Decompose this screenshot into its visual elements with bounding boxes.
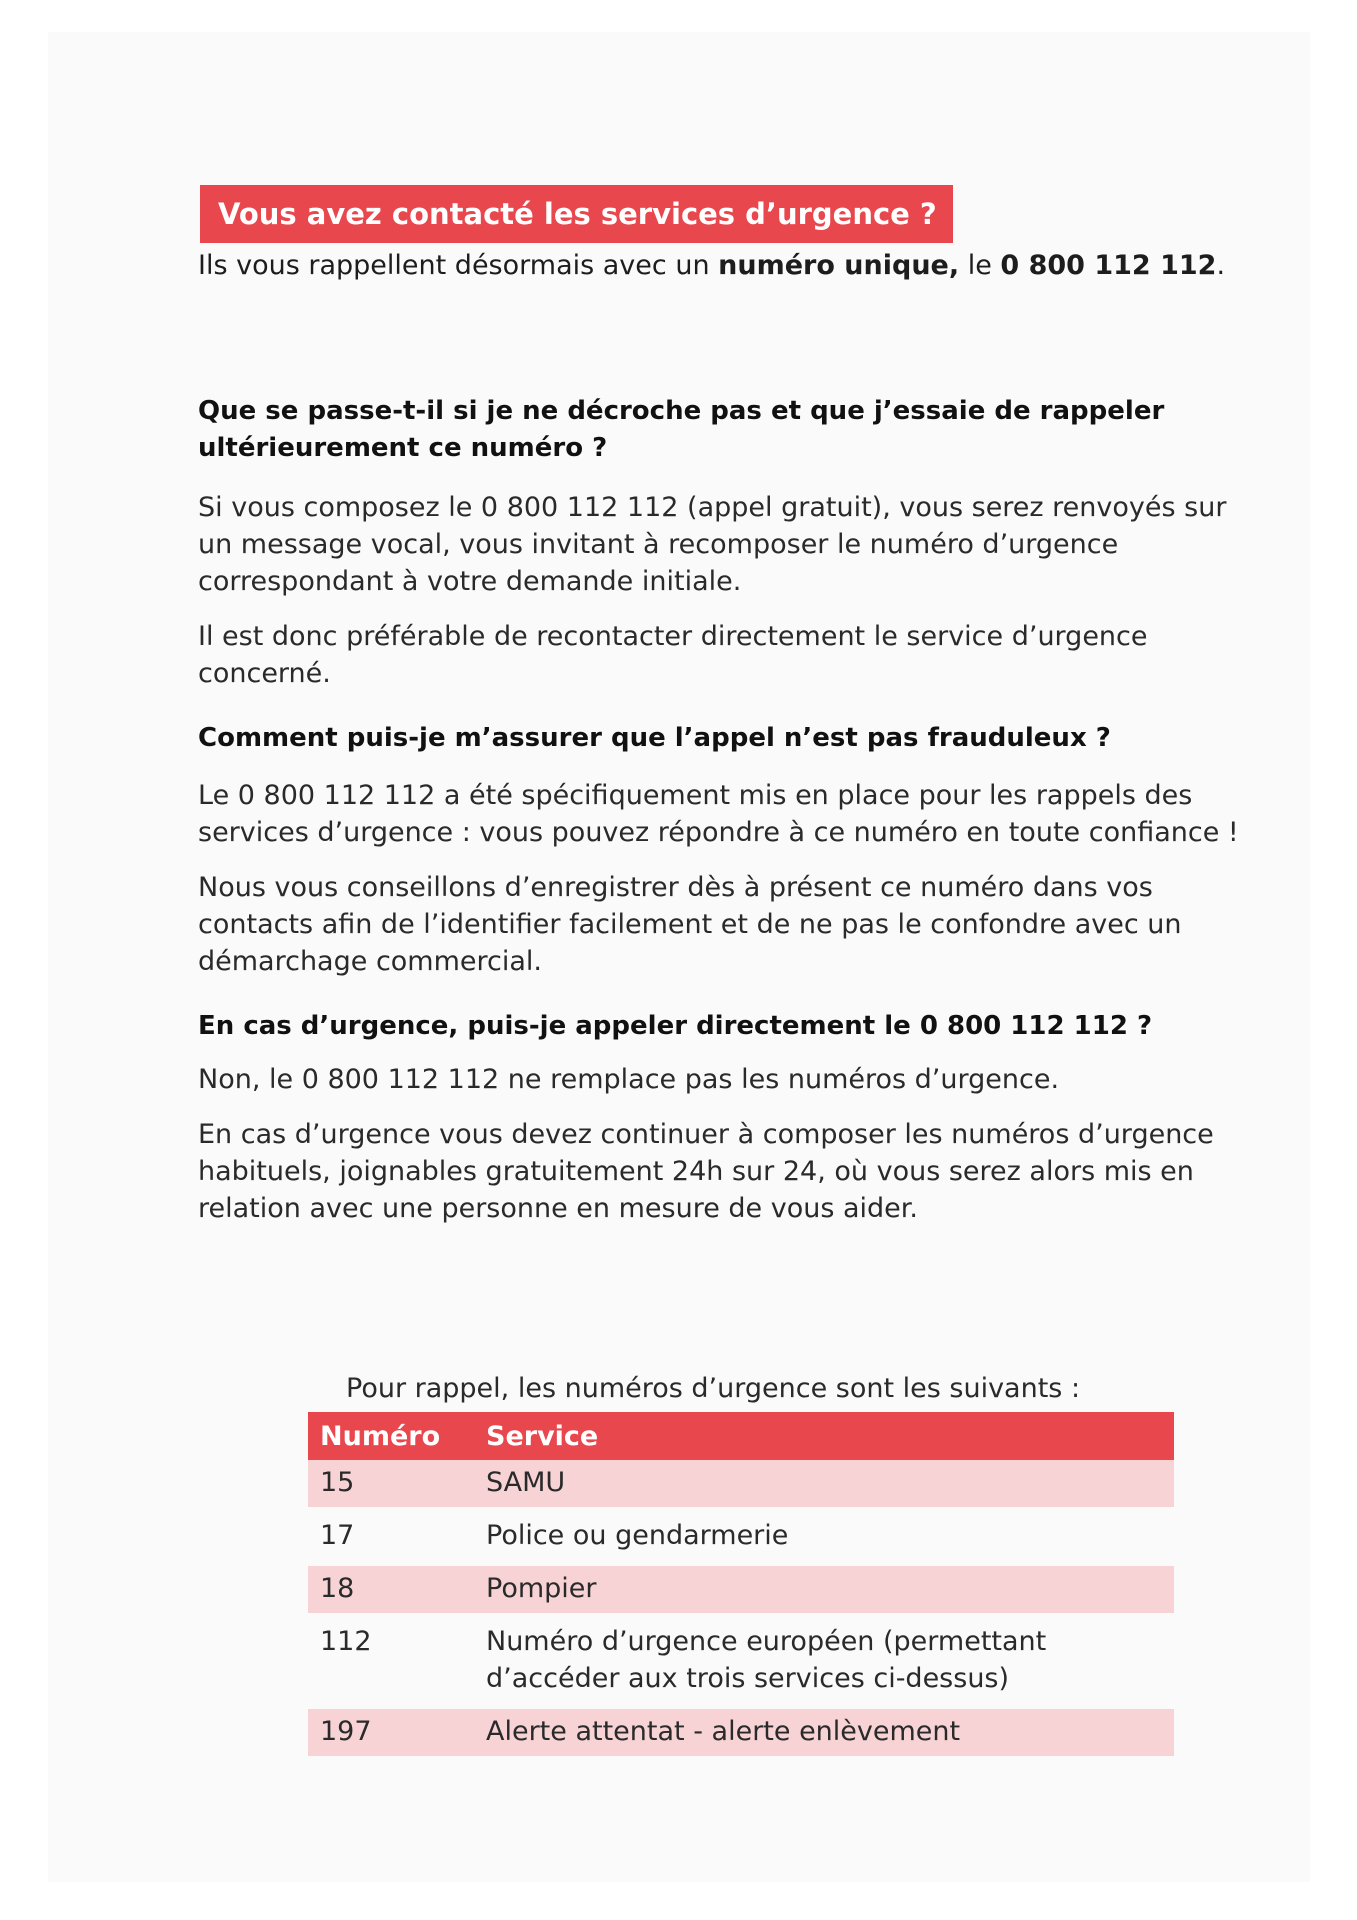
table-row	[308, 1619, 1174, 1703]
cell-service: Police ou gendarmerie	[486, 1520, 789, 1551]
question-3: En cas d’urgence, puis-je appeler directement le 0 800 112 112 ?	[198, 1011, 1153, 1041]
cell-number: 15	[320, 1467, 355, 1498]
cell-number: 112	[320, 1626, 372, 1657]
intro-text: Ils vous rappellent désormais avec un numéro unique, le 0 800 112 112.	[198, 250, 1226, 281]
emergency-numbers-table	[308, 1370, 1174, 1756]
question-1: Que se passe-t-il si je ne décroche pas et que j’essaie de rappeler ultérieurement ce numéro ?	[198, 396, 1165, 463]
cell-number: 18	[320, 1573, 355, 1604]
document-page	[48, 32, 1310, 1882]
table-row	[308, 1513, 1174, 1560]
header-numero: Numéro	[320, 1420, 441, 1452]
table-row	[308, 1566, 1174, 1613]
table-row	[308, 1460, 1174, 1507]
cell-service: Numéro d’urgence européen (permettant d’accéder aux trois services ci-dessus)	[486, 1626, 1047, 1694]
table-caption: Pour rappel, les numéros d’urgence sont les suivants :	[346, 1373, 1081, 1404]
title-banner: Vous avez contacté les services d’urgence ?	[200, 185, 953, 243]
answer-1-paragraph-1: Si vous composez le 0 800 112 112 (appel gratuit), vous serez renvoyés sur un message vocal, vous invitant à recomposer le numéro d’urgence correspondant à votre demande initiale.	[198, 492, 1227, 597]
table-row	[308, 1709, 1174, 1756]
answer-1-paragraph-2: Il est donc préférable de recontacter directement le service d’urgence concerné.	[198, 621, 1148, 689]
cell-service: Alerte attentat - alerte enlèvement	[486, 1716, 961, 1747]
answer-2-paragraph-1: Le 0 800 112 112 a été spécifiquement mis en place pour les rappels des services d’urgence : vous pouvez répondre à ce numéro en toute confiance !	[198, 780, 1239, 848]
answer-2-paragraph-2: Nous vous conseillons d’enregistrer dès à présent ce numéro dans vos contacts afin de l’identifier facilement et de ne pas le confondre avec un démarchage commercial.	[198, 872, 1182, 977]
table-header-row	[308, 1412, 1174, 1460]
document-content	[198, 185, 1258, 1227]
cell-service: Pompier	[486, 1573, 597, 1604]
cell-number: 197	[320, 1716, 372, 1747]
answer-3-paragraph-1: Non, le 0 800 112 112 ne remplace pas les numéros d’urgence.	[198, 1064, 1060, 1095]
header-service: Service	[486, 1420, 599, 1452]
cell-number: 17	[320, 1520, 355, 1551]
cell-service: SAMU	[486, 1467, 566, 1498]
question-2: Comment puis-je m’assurer que l’appel n’est pas frauduleux ?	[198, 723, 1111, 753]
answer-3-paragraph-2: En cas d’urgence vous devez continuer à composer les numéros d’urgence habituels, joignables gratuitement 24h sur 24, où vous serez alors mis en relation avec une personne en mesure de vous aider.	[198, 1119, 1214, 1224]
